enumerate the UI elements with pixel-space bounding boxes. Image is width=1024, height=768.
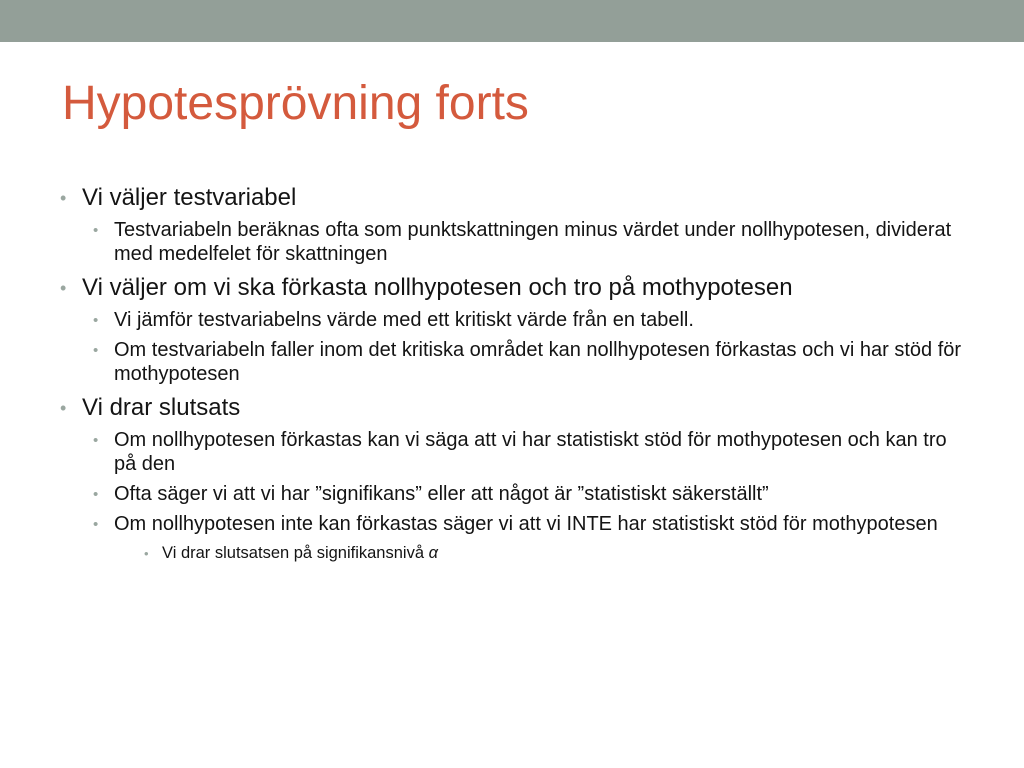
sub-bullet-icon: • [93, 222, 99, 239]
bullet-point [60, 273, 965, 302]
bullet-icon: • [60, 398, 67, 418]
bullet-point [60, 183, 965, 212]
sub-bullet-text: Testvariabeln beräknas ofta som punktskattningen minus värdet under nollhypotesen, dividerat med medelfelet för skattningen [114, 219, 952, 265]
sub-bullet-point [91, 482, 965, 506]
sub-bullet-icon: • [93, 432, 99, 449]
sub-sub-bullet-text: Vi drar slutsatsen på signifikansnivå [162, 544, 425, 562]
sub-bullet-point [91, 428, 965, 476]
sub-bullet-text: Om nollhypotesen förkastas kan vi säga att vi har statistiskt stöd för mothypotesen och kan tro på den [114, 429, 947, 475]
sub-bullet-text: Ofta säger vi att vi har ”signifikans” eller att något är ”statistiskt säkerställt” [114, 483, 769, 505]
sub-bullet-point [91, 218, 965, 266]
bullet-text: Vi väljer om vi ska förkasta nollhypotesen och tro på mothypotesen [82, 274, 793, 301]
bullet-text: Vi väljer testvariabel [82, 184, 297, 211]
bullet-icon: • [60, 278, 67, 298]
sub-bullet-point [91, 512, 965, 536]
slide-title: Hypotesprövning forts [62, 77, 529, 130]
sub-bullet-text: Vi jämför testvariabelns värde med ett kritiskt värde från en tabell. [114, 309, 694, 331]
bullet-list [60, 183, 965, 564]
sub-bullet-point [91, 338, 965, 386]
sub-bullet-icon: • [93, 516, 99, 533]
sub-bullet-icon: • [93, 342, 99, 359]
sub-bullet-text: Om nollhypotesen inte kan förkastas säger vi att vi INTE har statistiskt stöd för mothypotesen [114, 513, 938, 535]
bullet-icon: • [60, 188, 67, 208]
sub-bullet-text: Om testvariabeln faller inom det kritiska området kan nollhypotesen förkastas och vi har stöd för mothypotesen [114, 339, 962, 385]
sub-bullet-icon: • [93, 312, 99, 329]
sub-sub-bullet-point [144, 542, 965, 564]
alpha-symbol: α [428, 544, 439, 562]
sub-bullet-point [91, 308, 965, 332]
bullet-text: Vi drar slutsats [82, 394, 241, 421]
sub-bullet-icon: • [93, 486, 99, 503]
bullet-point [60, 393, 965, 422]
top-band [0, 0, 1024, 42]
sub-sub-bullet-icon: • [144, 546, 149, 561]
